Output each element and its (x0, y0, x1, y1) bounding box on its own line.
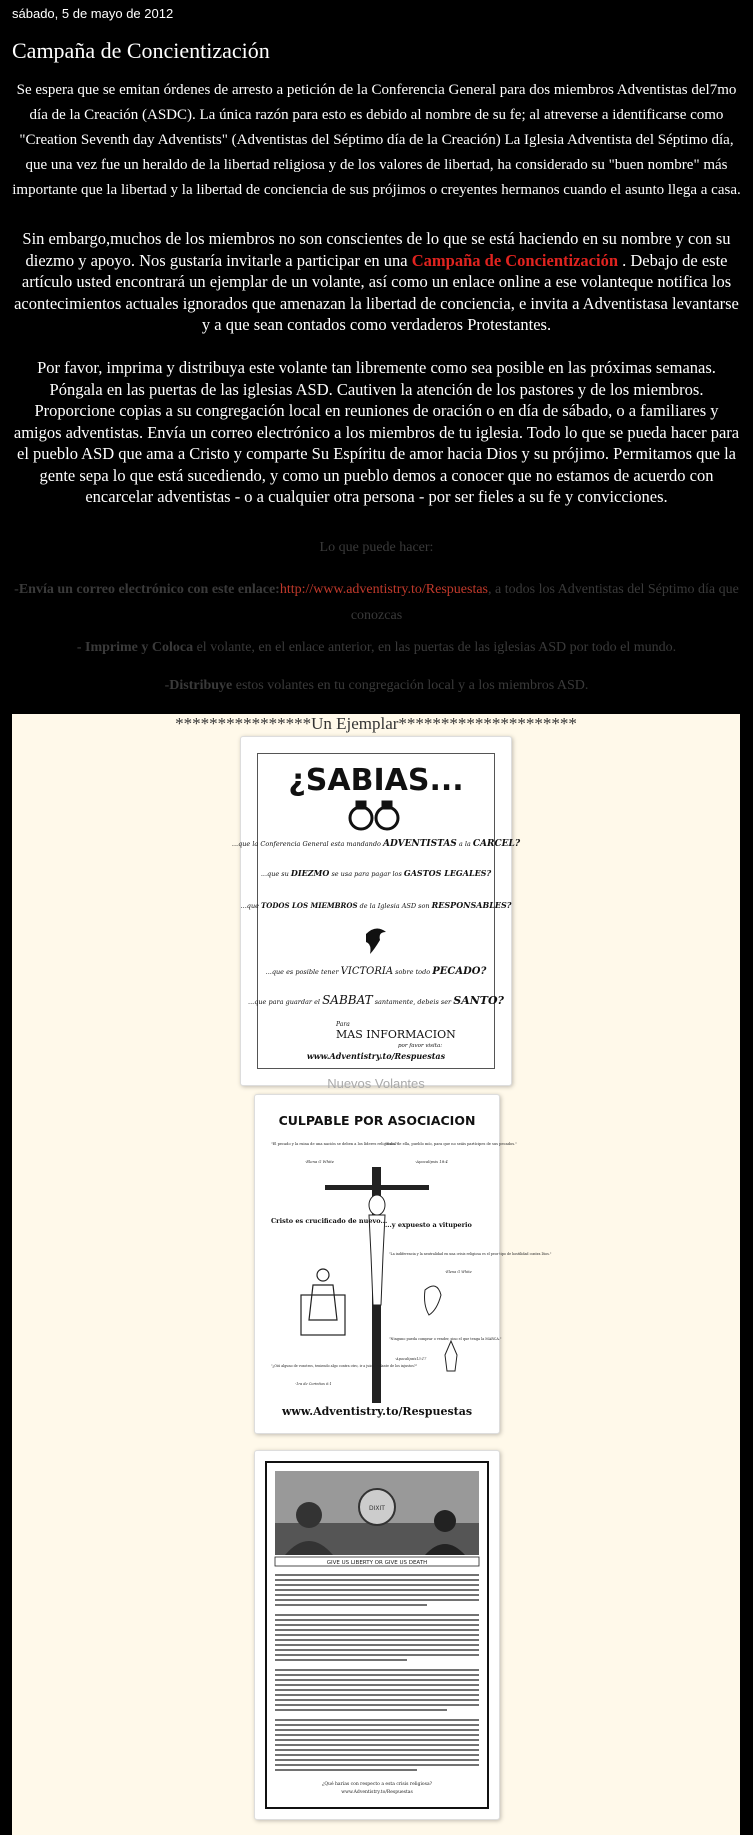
bullet-distribute-bold: -Distribuye (164, 678, 233, 693)
flyer-sabias-line2: ...que su DIEZMO se usa para pagar los GASTOS LEGALES? (260, 868, 492, 878)
flyer-culpable-url: www.Adventistry.to/Respuestas (281, 1405, 473, 1418)
flyer-culpable-quote3-src: -Elena G White (445, 1270, 472, 1274)
campaign-highlight: Campaña de Concientización (411, 250, 618, 270)
bullet-email-bold: -Envía un correo electrónico con este enlace: (14, 582, 280, 597)
flyer-culpable-quote5: "¿Oiú alguno de vosotros, teniendo algo contra otro, ir a juicio delante de los injustos?" (271, 1364, 418, 1368)
distribute-paragraph: Por favor, imprima y distribuya este volante tan libremente como sea posible en las próximas semanas. Póngala en las puertas de las iglesias ASD. Cautiven la atención de los pastores y de los miembros. Proporcione copias a su congregación local en reuniones de oración o en día de sábado, o a familiares y amigos adventistas. Envía un correo electrónico a los miembros de tu iglesia. Todo lo que se pueda hacer para el pueblo ASD que ama a Cristo y comparte Su Espíritu de amor hacia Dios y su prójimo. Permitamos que la gente sepa lo que está sucediendo, y como un pueblo demos a conocer que no estamos de acuerdo con encarcelar adventistas - o a cualquier otra persona - por ser fieles a su fe y convicciones. (13, 358, 740, 506)
bullet-email-rest: , a todos los Adventistas del Séptimo día que conozcas (350, 582, 739, 623)
samples-section (12, 714, 740, 1835)
flyer-culpable-art (265, 1105, 552, 1423)
flyer-sabias-line4: ...que es posible tener VICTORIA sobre todo PECADO? (265, 966, 487, 977)
flyer-culpable-heading: CULPABLE POR ASOCIACION (278, 1113, 476, 1128)
flyer-liberty-body-text (275, 1575, 479, 1770)
flyer-liberty-art (267, 1463, 487, 1807)
flyer-culpable-quote1: "El pecado y la ruina de una nación se deben a los líderes religiosos." (271, 1142, 398, 1146)
bird-icon (425, 1286, 442, 1315)
bullet-distribute (12, 678, 741, 694)
dove-icon (366, 928, 386, 954)
flyer-sabias-more-b: MAS INFORMACION (336, 1028, 456, 1041)
flyer-culpable-quote2-src: -Apocalipsis 18:4 (415, 1159, 448, 1164)
flyer-culpable-quote2: "Salid de ella, pueblo mío, para que no seáis partícipes de sus pecados." (385, 1142, 517, 1146)
flyer-sabias-heading: ¿SABIAS... (288, 763, 464, 798)
respuestas-link[interactable]: http://www.adventistry.to/Respuestas (279, 582, 489, 597)
flyer-sabias-image[interactable] (231, 736, 521, 1086)
flyer-sabias-art (231, 754, 521, 1068)
flyer-culpable-quote1-src: -Elena G White (305, 1159, 335, 1164)
ejemplar-label: ****************Un Ejemplar********************* (175, 714, 577, 733)
flyer-culpable-quote3: "La indiferencia y la neutralidad en una crisis religiosa es el peor tipo de hostilidad contra Dios." (389, 1252, 552, 1256)
flyer-culpable-quote4: "Ninguno pueda comprar o vender, sino el que tenga la MARCA." (389, 1337, 502, 1341)
flyer-sabias-url: www.Adventistry.to/Respuestas (306, 1051, 446, 1061)
handcuffs-icon (350, 802, 398, 829)
flyer-liberty-banner: GIVE US LIBERTY OR GIVE US DEATH (326, 1560, 428, 1566)
flyer-liberty-footer-a: ¿Qué harías con respecto a esta crisis religiosa? (321, 1782, 433, 1787)
bullet-print-rest: el volante, en el enlace anterior, en las puertas de las iglesias ASD por todo el mundo. (193, 640, 677, 655)
praying-hands-icon (445, 1341, 457, 1371)
bullet-distribute-rest: estos volantes en tu congregación local y a los miembros ASD. (232, 678, 589, 693)
flyer-culpable-quote5-src: -1ra de Corintios 6:1 (295, 1382, 332, 1386)
pulpit-speaker-icon (301, 1269, 345, 1335)
post-title[interactable]: Campaña de Concientización (12, 38, 270, 63)
flyer-sabias-frame (231, 753, 521, 1069)
flyer-culpable-left-caption: Cristo es crucificado de nuevo... (271, 1217, 388, 1225)
flyer-liberty-footer-b: www.Adventistry.to/Respuestas (341, 1790, 413, 1795)
post-date: sábado, 5 de mayo de 2012 (12, 6, 174, 21)
nuevos-volantes-label: Nuevos Volantes (327, 1076, 425, 1091)
flyer-culpable-image[interactable] (254, 1094, 552, 1434)
bullet-email (12, 577, 741, 629)
flyer-sabias-more-c: por favor visita: (398, 1043, 443, 1049)
flyer-liberty-frame (265, 1461, 489, 1809)
campaign-text-b: . Debajo de este artículo usted encontrará un ejemplar de un volante, así como un enlace online a ese volanteque notifica los acontecimientos actuales ignorados que amenazan la libertad de conciencia, e invita a Adventistasa levantarse y a que sean contados como verdaderos Protestantes. (14, 250, 739, 334)
bullet-print (12, 640, 741, 656)
bullet-print-bold: - Imprime y Coloca (76, 640, 194, 655)
flyer-liberty-image[interactable] (254, 1450, 500, 1820)
what-heading: Lo que puede hacer: (319, 540, 434, 555)
flyer-sabias-line3: ...que TODOS LOS MIEMBROS de la Iglesia ASD son RESPONSABLES? (240, 900, 512, 910)
flyer-sabias-line1: ...que la Conferencia General esta mandando ADVENTISTAS a la CARCEL? (231, 839, 521, 849)
flyer-culpable-right-caption: ...y expuesto a vituperio (385, 1221, 472, 1229)
intro-paragraph: Se espera que se emitan órdenes de arresto a petición de la Conferencia General para dos miembros Adventistas del7mo día de la Creación (ASDC). La única razón para esto es debido al nombre de su fe; al atreverse a identificarse como "Creation Seventh day Adventists" (Adventistas del Séptimo día de la Creación) La Iglesia Adventista del Séptimo día, que una vez fue un heraldo de la libertad religiosa y de los valores de libertad, ha considerado su "buen nombre" más importante que la libertad y la libertad de conciencia de sus prójimos o creyentes hermanos cuando el asunto llega a casa. (12, 82, 741, 198)
flyer-culpable-quote4-src: -Apocalipsis13:17 (395, 1357, 427, 1361)
campaign-text-a: Sin embargo,muchos de los miembros no son conscientes de lo que se está haciendo en su nombre y con su diezmo y apoyo. Nos gustaría invitarle a participar en una (22, 229, 731, 270)
flyer-sabias-line5: ...que para guardar el SABBAT santamente, debeis ser SANTO? (247, 993, 505, 1007)
campaign-paragraph (12, 228, 741, 336)
flyer-liberty-seal-text: DIXIT (369, 1505, 385, 1512)
flyer-sabias-more-a: Para (336, 1021, 350, 1028)
flyer-culpable-frame (265, 1105, 552, 1423)
